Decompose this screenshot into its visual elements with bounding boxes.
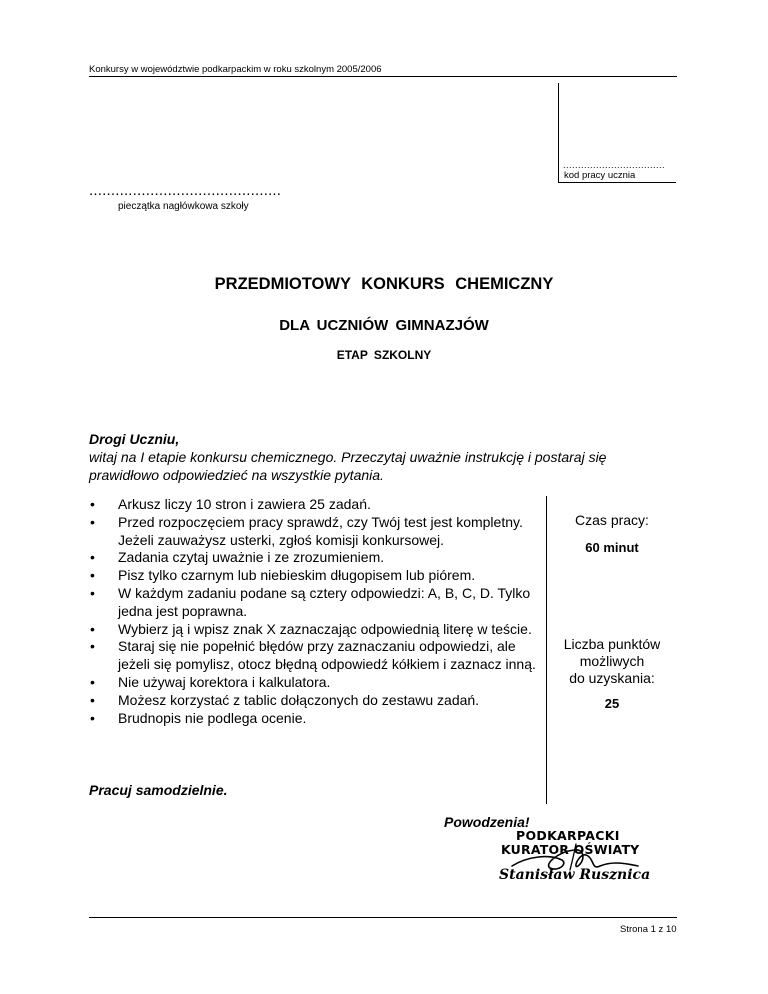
- instruction-item: • Staraj się nie popełnić błędów przy zaznaczaniu odpowiedzi, ale jeżeli się pomylisz, otocz błędną odpowiedź kółkiem i zaznacz inną.: [89, 638, 539, 674]
- points-value: 25: [604, 696, 620, 711]
- greeting: Drogi Uczniu,: [89, 431, 180, 447]
- points-label: [548, 636, 676, 687]
- instruction-item: • Możesz korzystać z tablic dołączonych do zestawu zadań.: [89, 692, 539, 710]
- seal-signatory-name: Stanisław Rusznica: [499, 867, 651, 883]
- student-code-field[interactable]: ..................................: [563, 160, 666, 170]
- school-stamp-line: ............................................: [89, 182, 282, 199]
- instruction-item: • Zadania czytaj uważnie i ze zrozumieniem.: [89, 549, 539, 567]
- points-label-line: Liczba punktów: [563, 636, 661, 652]
- work-alone-note: Pracuj samodzielnie.: [89, 782, 228, 798]
- instruction-item: • Brudnopis nie podlega ocenie.: [89, 710, 539, 728]
- points-label-line: do uzyskania:: [569, 670, 655, 686]
- instruction-item: • Pisz tylko czarnym lub niebieskim długopisem lub piórem.: [89, 567, 539, 585]
- seal-title-line1: PODKARPACKI: [516, 828, 620, 843]
- student-code-box-border: [558, 83, 559, 182]
- instruction-item: • Arkusz liczy 10 stron i zawiera 25 zadań.: [89, 496, 539, 514]
- time-value: 60 minut: [585, 540, 639, 555]
- contest-stage: ETAP SZKOLNY: [336, 348, 432, 362]
- points-label-line: możliwych: [579, 653, 645, 669]
- header-divider: [89, 76, 677, 77]
- instruction-item: • Przed rozpoczęciem pracy sprawdź, czy Twój test jest kompletny. Jeżeli zauważysz usterki, zgłoś komisji konkursowej.: [89, 514, 539, 550]
- contest-title: PRZEDMIOTOWY KONKURS CHEMICZNY: [214, 275, 554, 293]
- student-code-label: kod pracy ucznia: [564, 170, 636, 181]
- instruction-item: • Nie używaj korektora i kalkulatora.: [89, 674, 539, 692]
- good-luck-note: Powodzenia!: [444, 814, 530, 830]
- page-number: Strona 1 z 10: [620, 924, 677, 935]
- seal-title-line2: KURATOR OŚWIATY: [501, 842, 640, 857]
- footer-divider: [89, 917, 677, 918]
- instruction-item: • Wybierz ją i wpisz znak X zaznaczając odpowiednią literę w teście.: [89, 621, 539, 639]
- side-panel-divider: [546, 496, 547, 804]
- student-code-underline: [558, 182, 676, 183]
- instructions-list: [89, 496, 539, 727]
- school-stamp-label: pieczątka nagłówkowa szkoły: [118, 201, 249, 212]
- time-label: Czas pracy:: [575, 512, 649, 528]
- curator-seal: [488, 826, 651, 888]
- intro-text: witaj na I etapie konkursu chemicznego. Przeczytaj uważnie instrukcję i postaraj się prawidłowo odpowiedzieć na wszystkie pytania.: [89, 449, 607, 483]
- instruction-item: • W każdym zadaniu podane są cztery odpowiedzi: A, B, C, D. Tylko jedna jest poprawna.: [89, 585, 539, 621]
- page-header: Konkursy w województwie podkarpackim w roku szkolnym 2005/2006: [89, 64, 382, 75]
- contest-subtitle: DLA UCZNIÓW GIMNAZJÓW: [279, 317, 489, 334]
